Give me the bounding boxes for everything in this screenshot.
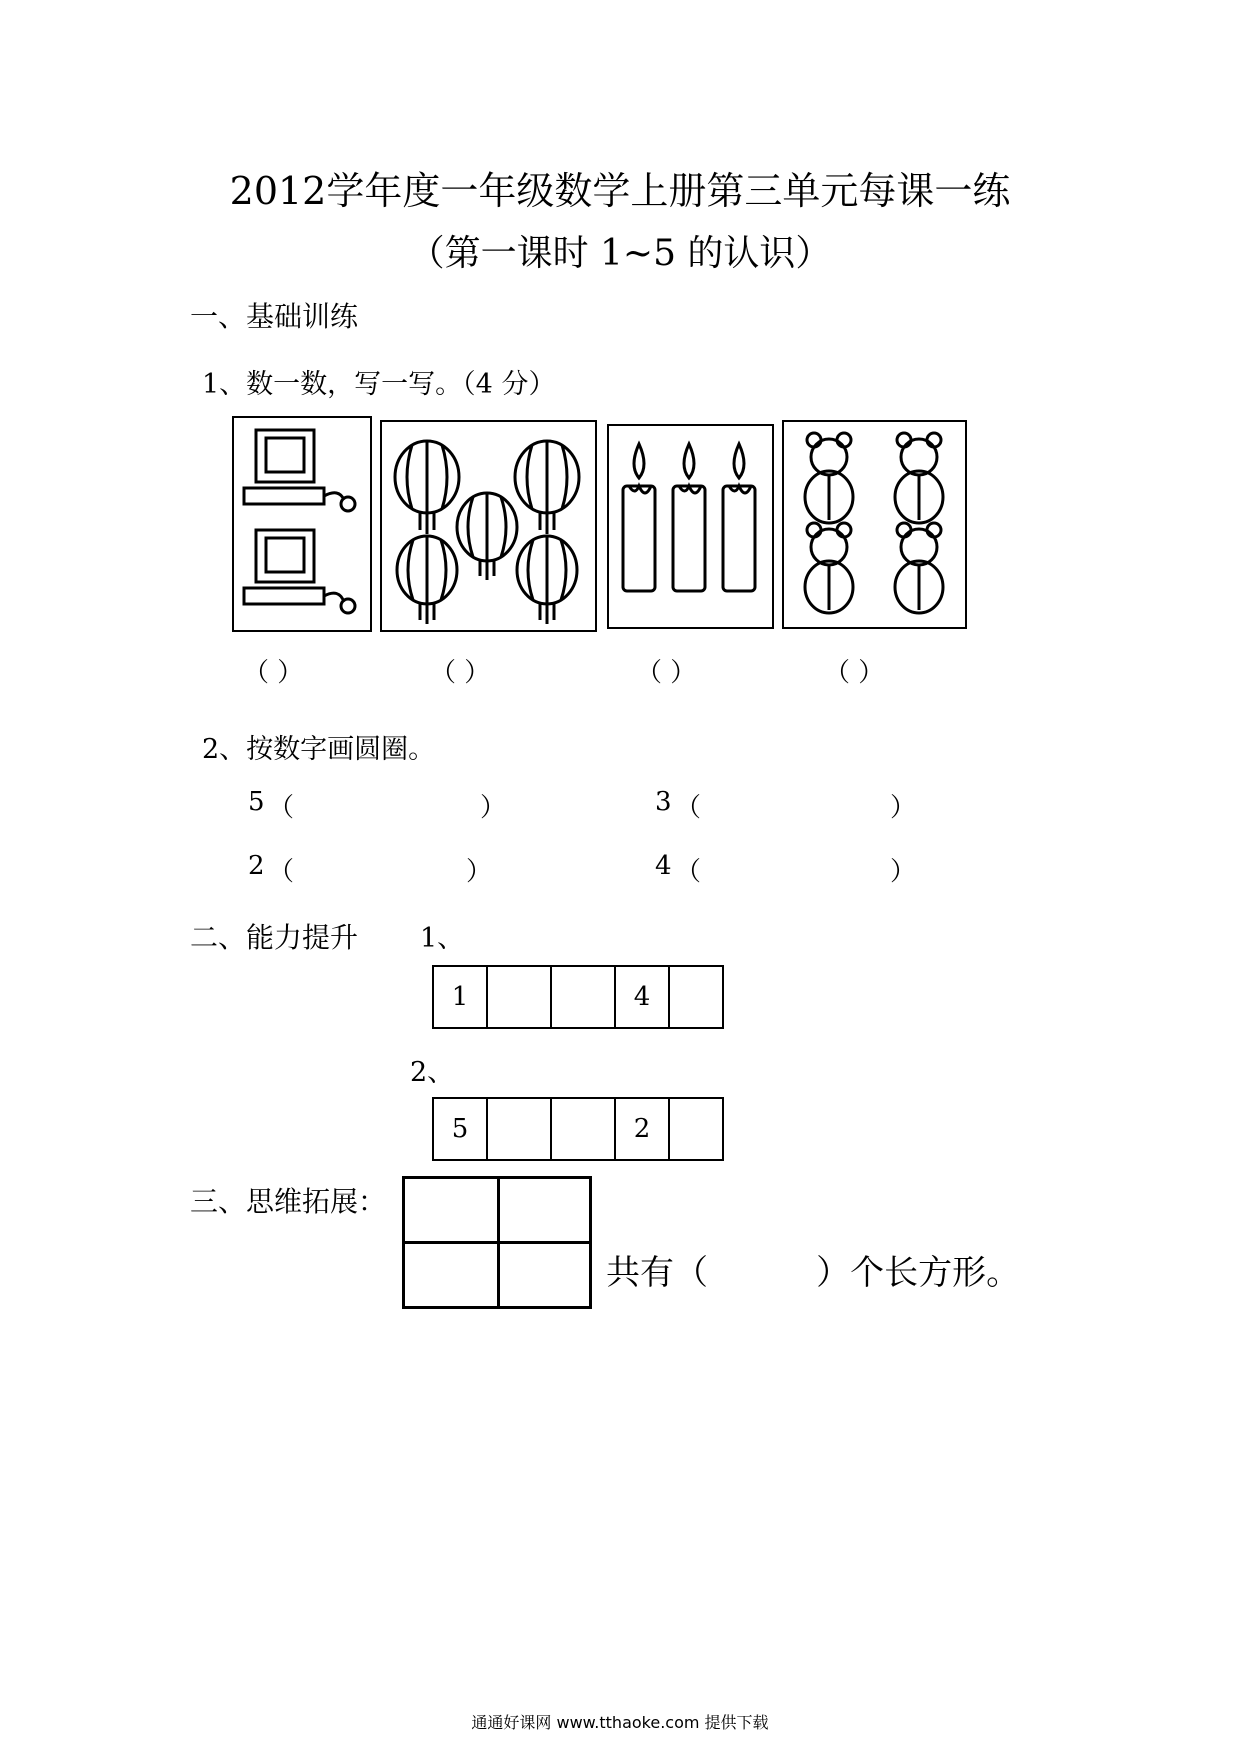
number-cell: 5 (432, 1097, 488, 1161)
candle-icon (609, 426, 772, 627)
page-title: 2012学年度一年级数学上册第三单元每课一练 (229, 169, 1011, 213)
open-paren: （ (268, 793, 295, 823)
answer-blank[interactable]: （ ） (430, 658, 491, 688)
answer-blank[interactable]: （ ） (636, 658, 697, 688)
close-paren: ） (890, 857, 917, 887)
number-cell: 2 (614, 1097, 670, 1161)
s2-q2-label: 2、 (410, 1057, 455, 1088)
grid-divider (405, 1241, 589, 1244)
section3-heading: 三、思维拓展： (190, 1185, 387, 1218)
number-row-1 (432, 965, 724, 1029)
draw-num: 2 (248, 851, 265, 881)
answer-blank[interactable]: （ ） (824, 658, 885, 688)
q2-label: 2、按数字画圆圈。 (202, 734, 436, 765)
s2-q1-label: 1、 (420, 923, 465, 954)
section1-heading: 一、基础训练 (190, 300, 359, 333)
page-subtitle: （第一课时 1~5 的认识） (408, 233, 832, 274)
bear-icon (784, 422, 965, 627)
number-row-2 (432, 1097, 724, 1161)
number-cell[interactable] (486, 965, 552, 1029)
lantern-picture (380, 420, 597, 632)
number-cell[interactable] (550, 965, 616, 1029)
footer: 通通好课网 www.tthaoke.com 提供下载 (471, 1713, 769, 1732)
draw-num: 5 (248, 787, 265, 817)
close-paren: ） (890, 793, 917, 823)
draw-num: 4 (655, 851, 672, 881)
computer-icon (234, 418, 370, 630)
bear-picture (782, 420, 967, 629)
number-cell[interactable] (668, 965, 724, 1029)
number-cell[interactable] (486, 1097, 552, 1161)
computer-picture (232, 416, 372, 632)
q1-label: 1、数一数，写一写。（4 分） (202, 369, 556, 400)
answer-blank[interactable]: （ ） (243, 658, 304, 688)
candle-picture (607, 424, 774, 629)
number-cell[interactable] (668, 1097, 724, 1161)
rectangle-grid (402, 1176, 592, 1309)
number-cell[interactable] (550, 1097, 616, 1161)
draw-num: 3 (655, 787, 672, 817)
rectangle-count-answer[interactable]: 共有（ ）个长方形。 (606, 1253, 1021, 1293)
number-cell: 4 (614, 965, 670, 1029)
open-paren: （ (675, 793, 702, 823)
close-paren: ） (466, 857, 493, 887)
open-paren: （ (268, 857, 295, 887)
number-cell: 1 (432, 965, 488, 1029)
lantern-icon (382, 422, 595, 630)
close-paren: ） (480, 793, 507, 823)
section2-heading: 二、能力提升 (190, 921, 359, 954)
open-paren: （ (675, 857, 702, 887)
